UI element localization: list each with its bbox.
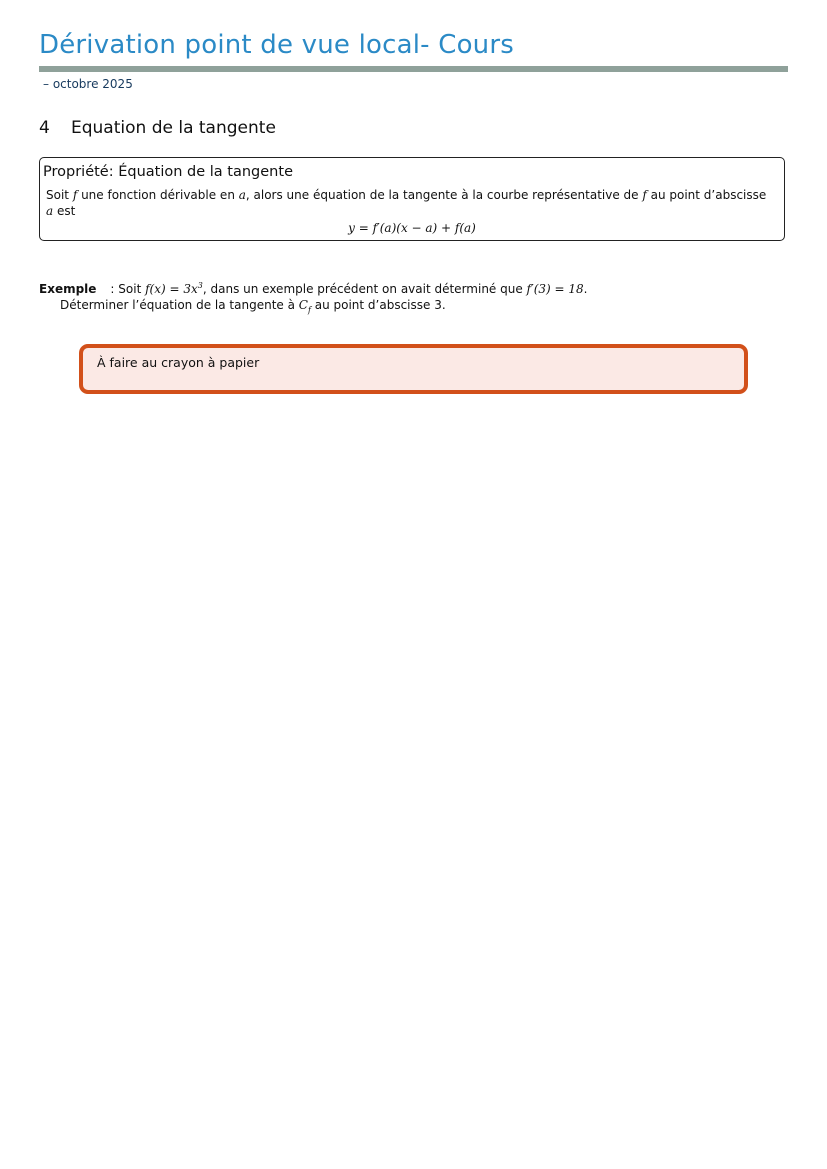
function-exponent: 3 bbox=[197, 281, 203, 290]
example-label: Exemple bbox=[39, 282, 97, 296]
page-title: Dérivation point de vue local- Cours bbox=[39, 30, 514, 60]
property-text-part: une fonction dérivable en bbox=[77, 188, 239, 202]
curve-symbol: C bbox=[298, 298, 308, 312]
example-text: . bbox=[583, 282, 588, 296]
section-title: Equation de la tangente bbox=[71, 118, 276, 138]
property-text-part: Soit bbox=[46, 188, 73, 202]
title-rule bbox=[39, 66, 788, 72]
property-box bbox=[39, 157, 785, 241]
property-title: Propriété: Équation de la tangente bbox=[43, 164, 293, 180]
section-heading bbox=[39, 118, 276, 138]
math-variable: f bbox=[642, 188, 647, 202]
example-text: Déterminer l’équation de la tangente à bbox=[60, 298, 299, 312]
math-variable: a bbox=[238, 188, 246, 202]
property-text-part: au point d’abscisse bbox=[646, 188, 767, 202]
property-text-part: , alors une équation de la tangente à la courbe représentative de bbox=[245, 188, 643, 202]
property-text bbox=[46, 187, 782, 219]
math-variable: f bbox=[72, 188, 78, 202]
example-text: : Soit bbox=[110, 282, 146, 296]
tangent-formula: y = f′(a)(x − a) + f(a) bbox=[348, 221, 476, 235]
property-text-part: est bbox=[53, 204, 76, 218]
example-question bbox=[60, 298, 446, 314]
example-text: au point d’abscisse 3. bbox=[310, 298, 446, 312]
document-date: – octobre 2025 bbox=[43, 77, 133, 91]
answer-box bbox=[79, 344, 748, 394]
example-text: , dans un exemple précédent on avait déterminé que bbox=[202, 282, 527, 296]
section-number: 4 bbox=[39, 118, 50, 138]
answer-box-label: À faire au crayon à papier bbox=[97, 355, 260, 370]
math-variable: a bbox=[46, 204, 54, 218]
curve-subscript: f bbox=[307, 305, 311, 315]
derivative-value: f′(3) = 18 bbox=[526, 282, 584, 296]
function-definition: f(x) = 3x bbox=[145, 282, 198, 296]
example-statement bbox=[39, 281, 588, 296]
